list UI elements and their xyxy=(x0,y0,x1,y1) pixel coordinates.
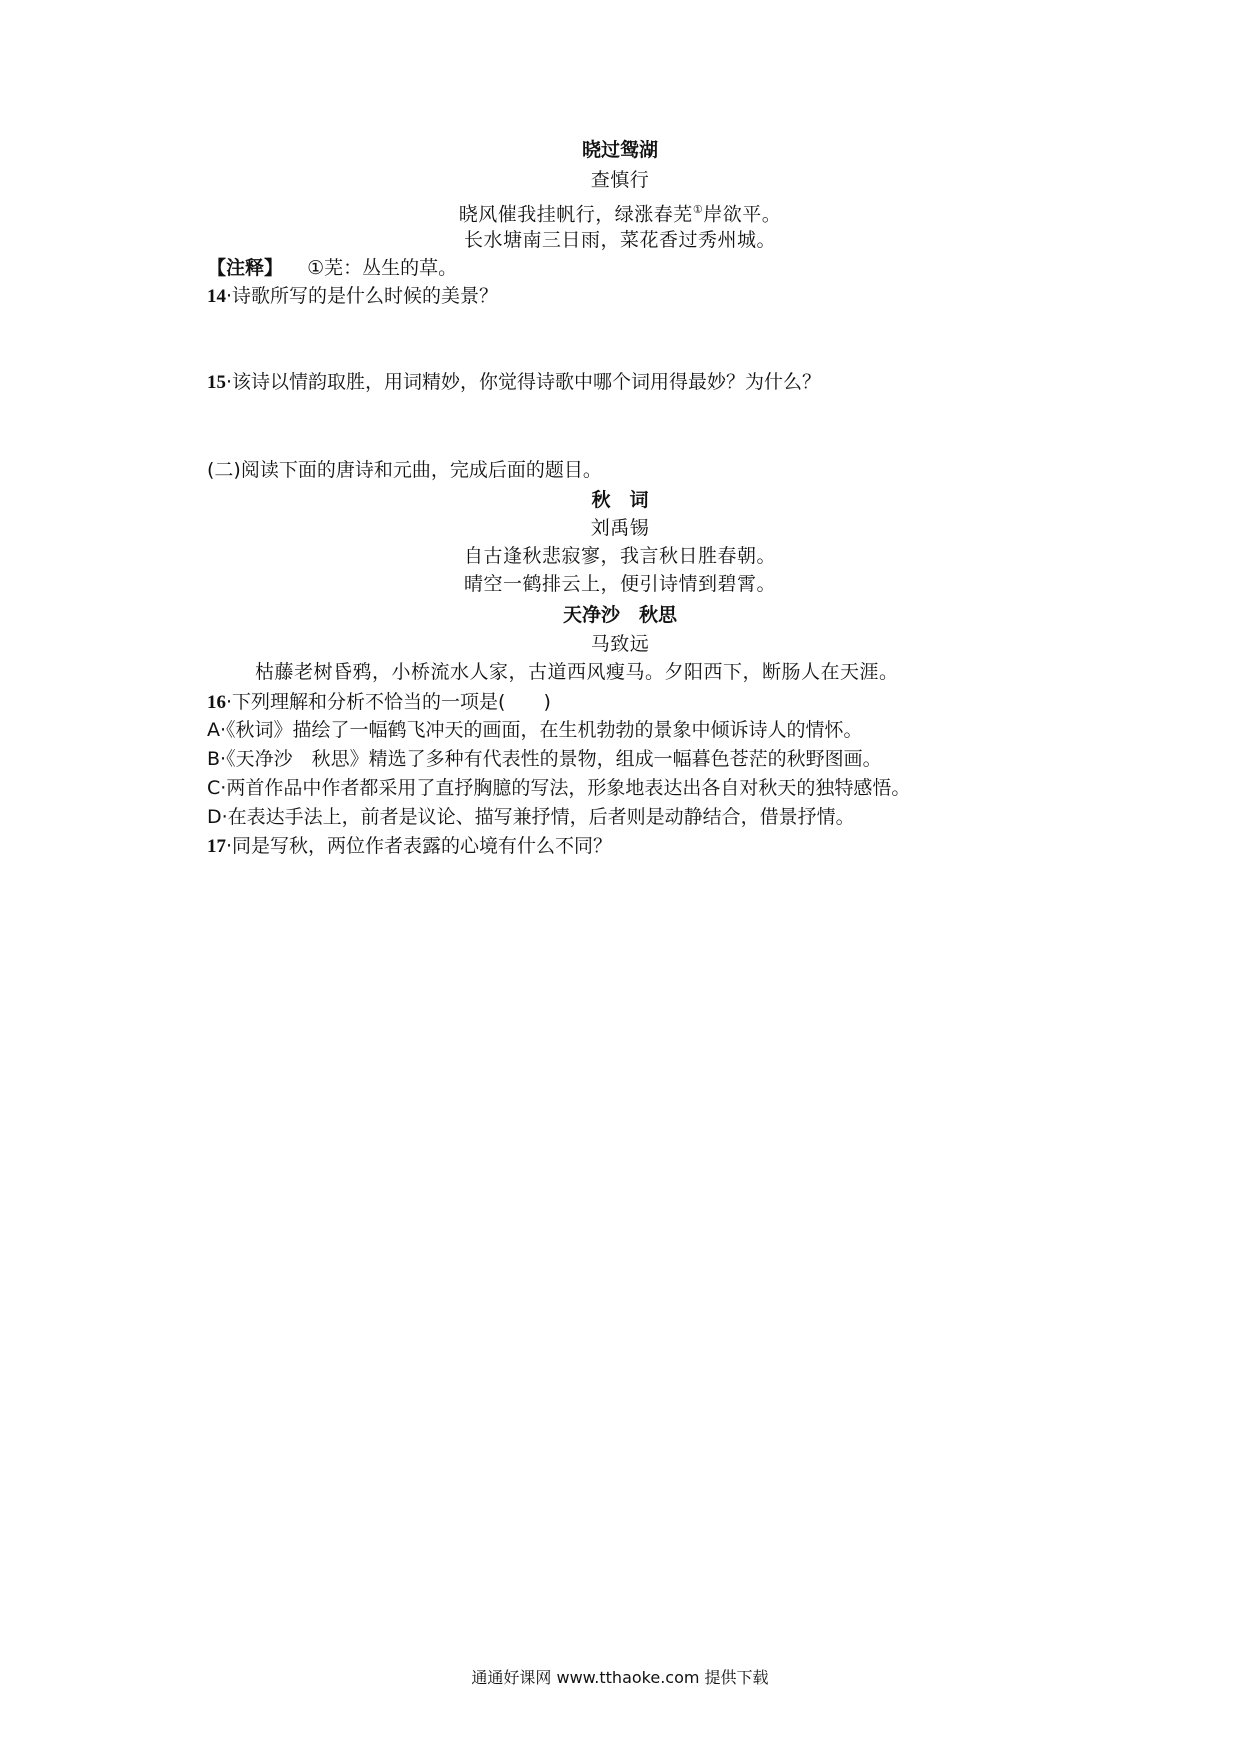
option-text: ·两首作品中作者都采用了直抒胸臆的写法，形象地表达出各自对秋天的独特感悟。 xyxy=(220,777,911,799)
poem2-line2: 晴空一鹤排云上，便引诗情到碧霄。 xyxy=(463,573,776,595)
poem1-line1-part1: 晓风催我挂帆行，绿涨春芜 xyxy=(458,203,693,226)
footnote-marker: ① xyxy=(692,203,704,216)
question-number: 17 xyxy=(207,836,226,857)
question-text: ·同是写秋，两位作者表露的心境有什么不同？ xyxy=(226,835,613,857)
question-number: 15 xyxy=(207,372,226,393)
section-intro: (二)阅读下面的唐诗和元曲，完成后面的题目。 xyxy=(207,459,602,481)
option-text: ·《天净沙 秋思》精选了多种有代表性的景物，组成一幅暮色苍茫的秋野图画。 xyxy=(220,748,882,770)
question-number: 16 xyxy=(207,692,226,713)
question-number: 14 xyxy=(207,286,226,307)
option-c xyxy=(207,774,910,802)
option-b xyxy=(207,745,882,773)
poem1-line1-part2: 岸欲平。 xyxy=(703,203,782,226)
question-text: ·下列理解和分析不恰当的一项是( ) xyxy=(226,691,551,713)
question-17 xyxy=(207,832,612,861)
option-text: ·《秋词》描绘了一幅鹤飞冲天的画面，在生机勃勃的景象中倾诉诗人的情怀。 xyxy=(220,719,863,741)
option-letter: B xyxy=(207,748,221,770)
poem1-line2: 长水塘南三日雨，菜花香过秀州城。 xyxy=(463,229,776,251)
option-d xyxy=(207,803,855,831)
question-16 xyxy=(207,688,551,717)
annotation xyxy=(207,254,457,282)
poem2-author: 刘禹锡 xyxy=(590,517,650,539)
option-letter: A xyxy=(207,719,220,741)
poem2-title: 秋 词 xyxy=(591,489,649,511)
poem3-title: 天净沙 秋思 xyxy=(562,604,677,626)
option-letter: C xyxy=(207,777,221,799)
poem1-author: 查慎行 xyxy=(590,169,650,191)
option-a xyxy=(207,716,863,744)
option-letter: D xyxy=(207,806,222,828)
annotation-text: ①芜：丛生的草。 xyxy=(307,257,458,279)
page-footer: 通通好课网 www.tthaoke.com 提供下载 xyxy=(471,1668,769,1687)
annotation-label: 【注释】 xyxy=(207,257,284,279)
poem1-line1 xyxy=(0,196,1240,228)
question-15 xyxy=(207,368,821,397)
poem2-line1: 自古逢秋悲寂寥，我言秋日胜春朝。 xyxy=(463,545,776,567)
question-text: ·该诗以情韵取胜，用词精妙，你觉得诗歌中哪个词用得最妙？为什么？ xyxy=(226,371,822,393)
question-14 xyxy=(207,282,498,311)
poem1-title: 晓过鸳湖 xyxy=(581,139,658,161)
poem3-author: 马致远 xyxy=(590,633,650,655)
option-text: ·在表达手法上，前者是议论、描写兼抒情，后者则是动静结合，借景抒情。 xyxy=(221,806,855,828)
poem3-line1: 枯藤老树昏鸦，小桥流水人家，古道西风瘦马。夕阳西下，断肠人在天涯。 xyxy=(255,661,899,683)
question-text: ·诗歌所写的是什么时候的美景？ xyxy=(226,285,499,307)
